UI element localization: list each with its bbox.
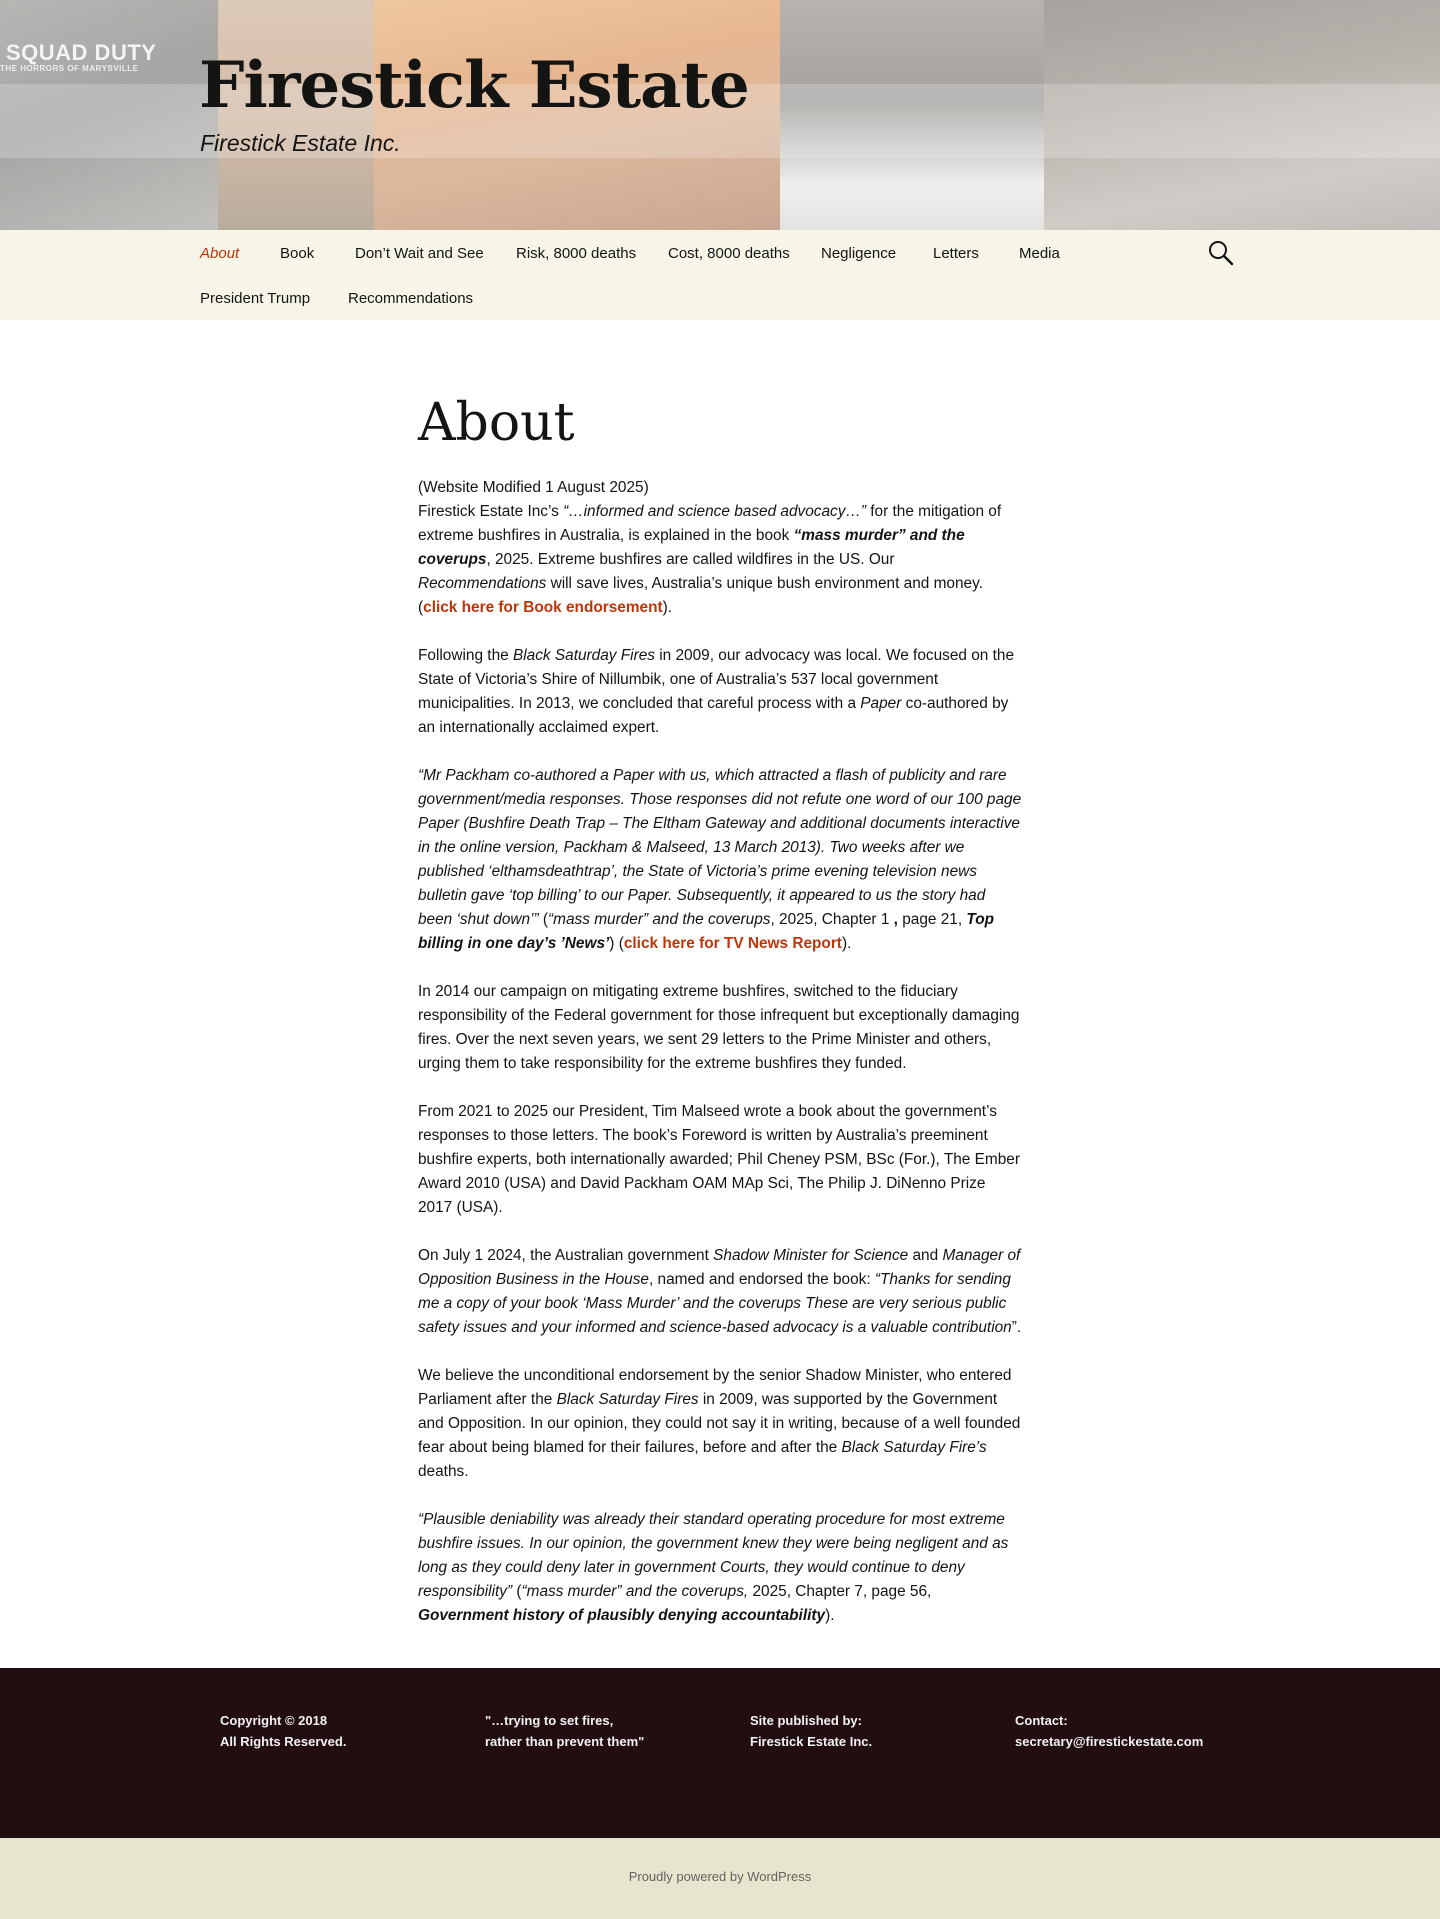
site-tagline: Firestick Estate Inc. (200, 130, 401, 156)
paragraph-black-saturday (418, 644, 1022, 740)
paragraph-plausible-deniability (418, 1508, 1022, 1628)
footer-text: Firestick Estate Inc. (750, 1734, 873, 1749)
nav-item-cost[interactable]: Cost, 8000 deaths (668, 245, 790, 262)
nav-item-book[interactable]: Book (280, 245, 315, 262)
book-endorsement-link[interactable]: click here for Book endorsement (423, 599, 663, 616)
modified-note: (Website Modified 1 August 2025) (418, 479, 649, 496)
contact-email[interactable]: secretary@firestickestate.com (1015, 1734, 1204, 1749)
footer-widgets (0, 1668, 1440, 1838)
nav-item-president-trump[interactable]: President Trump (200, 290, 311, 307)
tv-news-report-link[interactable]: click here for TV News Report (623, 935, 842, 952)
book-title: “mass murder” and the coverups, (521, 1583, 749, 1600)
text: in 2009, our advocacy was local. We focused on the State of Victoria’s Shire of Nillumbik, one of Australia’s 537 local government municipalities. In 2013, we concluded that careful process with a (418, 647, 1015, 712)
text: Following the (418, 647, 513, 664)
quote: “Mr Packham co-authored a Paper with us, which attracted a flash of publicity and rare government/media responses. Those responses did not refute one word of our 100 page Paper (Bushfire Death Trap – The Eltham Gateway and additional documents interactive in the online version, Packham & Malseed, 13 March 2013). Two weeks after we published ‘elthamsdeathtrap’, the State of Victoria’s prime evening television news bulletin gave ‘top billing’ to our Paper. Subsequently, it appeared to us the story had been ‘shut down’” (418, 767, 1022, 928)
text: in 2009, was supported by the Government and Opposition. In our opinion, they could not say it in writing, because of a well founded fear about being blamed for their failures, before and after the (418, 1391, 1021, 1456)
text: On July 1 2024, the Australian government (418, 1247, 714, 1264)
emphasis: Black Saturday Fire’s (841, 1439, 987, 1456)
paragraph-endorsement-belief (418, 1364, 1022, 1484)
book-title: “mass murder” and the coverups (418, 527, 965, 568)
text: , (893, 911, 898, 928)
footer-text: Contact: (1015, 1713, 1068, 1728)
text: for the mitigation of extreme bushfires in Australia, is explained in the book (418, 503, 1002, 544)
footer-text: "…trying to set fires, (485, 1713, 614, 1728)
text: , 2025. Extreme bushfires are called wildfires in the US. Our (486, 551, 895, 568)
page-title: About (418, 392, 575, 453)
footer-text: Copyright © 2018 (220, 1713, 328, 1728)
emphasis: Shadow Minister for Science (713, 1247, 909, 1264)
nav-item-recommendations[interactable]: Recommendations (348, 290, 474, 307)
nav-item-negligence[interactable]: Negligence (821, 245, 897, 262)
entry-content (418, 476, 1022, 1652)
footer-publisher (750, 1710, 980, 1752)
text: Firestick Estate Inc’s (418, 503, 564, 520)
text: ). (841, 935, 852, 952)
text: ”. (1011, 1319, 1022, 1336)
quote: “…informed and science based advocacy…” (563, 503, 866, 520)
emphasis: Manager of Opposition Business in the House (418, 1247, 1021, 1288)
site-info (0, 1838, 1440, 1919)
text: co-authored by an internationally acclaimed expert. (418, 695, 1009, 736)
search-icon[interactable] (1208, 240, 1234, 266)
site-header (0, 0, 1440, 230)
quote: “Thanks for sending me a copy of your book ‘Mass Murder’ and the coverups These are very serious public safety issues and your informed and science-based advocacy is a valuable contribution (418, 1271, 1012, 1336)
emphasis: Paper (860, 695, 902, 712)
book-title: “mass murder” and the coverups (548, 911, 771, 928)
recommendations-ref: Recommendations (418, 575, 547, 592)
text: ( (512, 1583, 522, 1600)
quote: “Plausible deniability was already their standard operating procedure for most extreme bushfire issues. In our opinion, the government knew they were being negligent and as long as they could deny later in government Courts, they would continue to deny responsibility” (418, 1511, 1009, 1600)
footer-copyright (220, 1710, 450, 1752)
nav-item-risk[interactable]: Risk, 8000 deaths (516, 245, 637, 262)
text: will save lives, Australia’s unique bush environment and money. ( (418, 575, 983, 616)
nav-item-about[interactable]: About (200, 245, 240, 262)
chapter-title: Top billing in one day’s ’News’ (418, 911, 995, 952)
paragraph-intro (418, 476, 1022, 620)
banner-subtext: THE HORRORS OF MARYSVILLE (0, 64, 139, 73)
text: 2025, Chapter 7, page 56, (748, 1583, 932, 1600)
footer-text: All Rights Reserved. (220, 1734, 347, 1749)
footer-motto (485, 1710, 715, 1752)
text: ( (538, 911, 549, 928)
paragraph-packham-quote (418, 764, 1022, 956)
powered-by-link[interactable]: Proudly powered by WordPress (628, 1869, 812, 1884)
paragraph-2014-campaign: In 2014 our campaign on mitigating extreme bushfires, switched to the fiduciary responsibility of the Federal government for those infrequent but exceptionally damaging fires. Over the next seven years, we sent 29 letters to the Prime Minister and others, urging them to take responsibility for the extreme bushfires they funded. (418, 983, 1020, 1072)
text: and (908, 1247, 943, 1264)
emphasis: Black Saturday Fires (556, 1391, 699, 1408)
nav-item-media[interactable]: Media (1019, 245, 1060, 262)
footer-text: rather than prevent them" (485, 1734, 645, 1749)
paragraph-shadow-minister (418, 1244, 1022, 1340)
footer-text: Site published by: (750, 1713, 862, 1728)
chapter-title: Government history of plausibly denying accountability (418, 1607, 826, 1624)
nav-item-letters[interactable]: Letters (933, 245, 979, 262)
nav-item-dont-wait-and-see[interactable]: Don’t Wait and See (355, 245, 484, 262)
text: page 21, (897, 911, 967, 928)
text: ). (825, 1607, 835, 1624)
site-title[interactable]: Firestick Estate (199, 48, 749, 123)
text: We believe the unconditional endorsement by the senior Shadow Minister, who entered Parliament after the (418, 1367, 1012, 1408)
text: deaths. (418, 1463, 469, 1480)
text: ). (662, 599, 673, 616)
text: , 2025, Chapter 1 (770, 911, 894, 928)
emphasis: Black Saturday Fires (512, 647, 655, 664)
footer-contact (1015, 1710, 1245, 1752)
text: ) ( (609, 935, 624, 952)
banner-text: SQUAD DUTY (6, 40, 157, 65)
text: , named and endorsed the book: (649, 1271, 875, 1288)
paragraph-book-foreword: From 2021 to 2025 our President, Tim Malseed wrote a book about the government’s responses to those letters. The book’s Foreword is written by Australia’s preeminent bushfire experts, both internationally awarded; Phil Cheney PSM, BSc (For.), The Ember Award 2010 (USA) and David Packham OAM MAp Sci, The Philip J. DiNenno Prize 2017 (USA). (418, 1103, 1020, 1216)
